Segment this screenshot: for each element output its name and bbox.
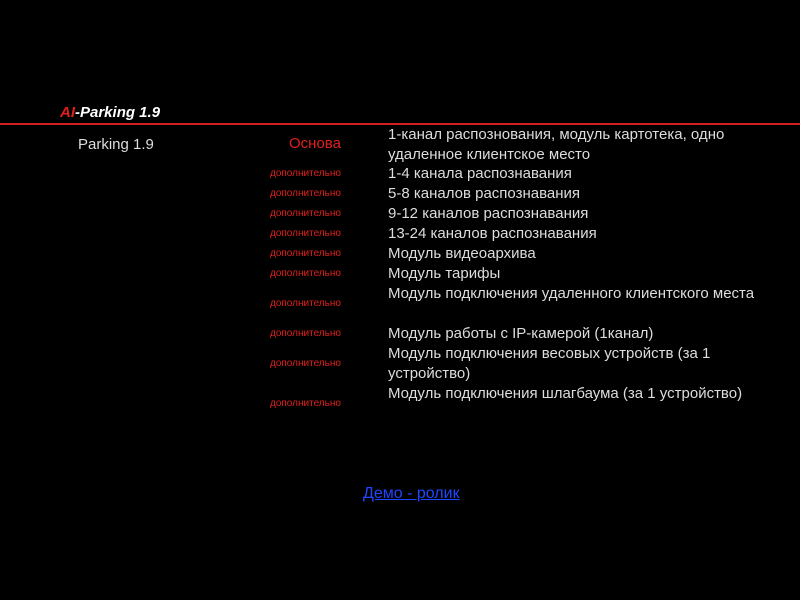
feature-description: Модуль подключения шлагбаума (за 1 устройство)	[388, 385, 743, 402]
feature-tag-additional: дополнительно	[270, 328, 341, 339]
feature-description: 1-4 канала распознавания	[388, 165, 572, 182]
feature-tag-additional: дополнительно	[270, 188, 341, 199]
feature-tag-additional: дополнительно	[270, 168, 341, 179]
feature-description: Модуль тарифы	[388, 265, 501, 282]
feature-tag-additional: дополнительно	[270, 268, 341, 279]
feature-description: Модуль подключения весовых устройств (за 1 устройство)	[388, 345, 711, 382]
demo-video-link[interactable]: Демо - ролик	[363, 485, 460, 502]
feature-description: 5-8 каналов распознавания	[388, 185, 581, 202]
feature-description: 9-12 каналов распознавания	[388, 205, 589, 222]
feature-tag-additional: дополнительно	[270, 298, 341, 309]
feature-tag-additional: дополнительно	[270, 248, 341, 259]
feature-tag-additional: дополнительно	[270, 398, 341, 409]
feature-description: 1-канал распознования, модуль картотека, одно удаленное клиентское место	[388, 126, 725, 163]
title-ai-brand: AI	[60, 104, 75, 121]
title-product-version: -Parking 1.9	[75, 104, 161, 121]
feature-tag-additional: дополнительно	[270, 228, 341, 239]
feature-tag-additional: дополнительно	[270, 358, 341, 369]
feature-tag-additional: дополнительно	[270, 208, 341, 219]
feature-description: 13-24 каналов распознавания	[388, 225, 597, 242]
feature-description: Модуль работы с IP-камерой (1канал)	[388, 325, 654, 342]
feature-description: Модуль подключения удаленного клиентского места	[388, 285, 755, 302]
page-title	[60, 104, 160, 121]
feature-description: Модуль видеоархива	[388, 245, 536, 262]
product-name: Parking 1.9	[78, 136, 154, 153]
feature-tag-base: Основа	[289, 135, 341, 152]
